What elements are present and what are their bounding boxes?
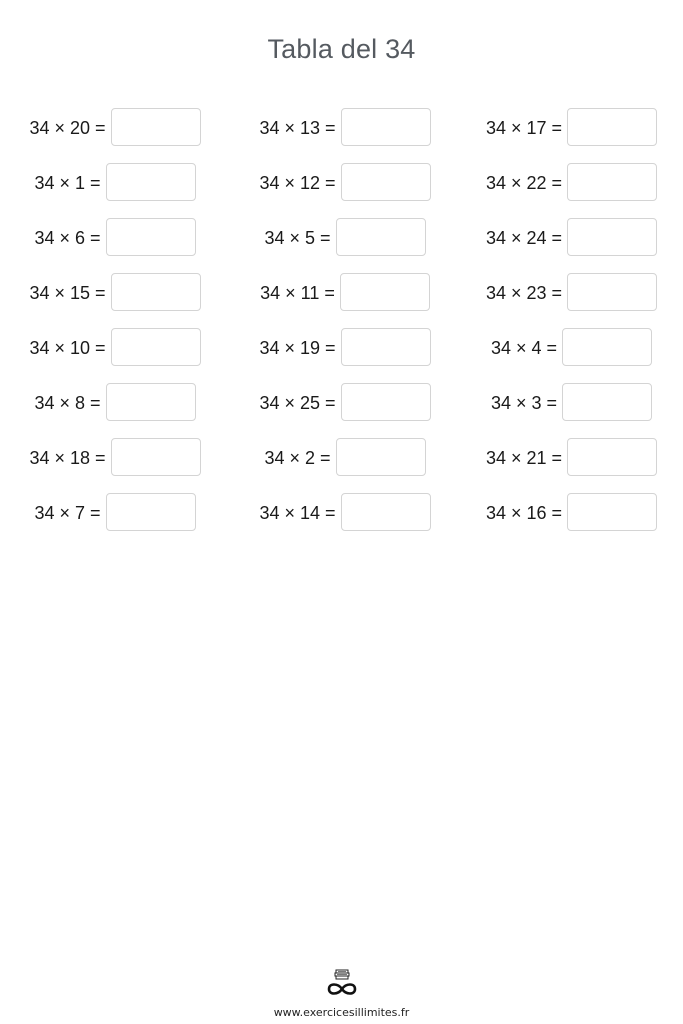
exercise-item — [0, 328, 230, 383]
exercise-item — [230, 328, 460, 383]
equation-label: 34 × 25 = — [259, 393, 336, 413]
answer-input[interactable] — [106, 493, 196, 531]
infinity-books-logo-icon — [325, 968, 359, 1000]
equation-label: 34 × 22 = — [485, 173, 563, 193]
exercise-item — [230, 438, 460, 493]
equation-label: 34 × 4 = — [490, 338, 558, 358]
answer-input[interactable] — [106, 163, 196, 201]
exercise-item — [0, 438, 230, 493]
exercise-item — [0, 493, 230, 548]
equation-label: 34 × 2 = — [264, 448, 331, 468]
exercise-item — [230, 383, 460, 438]
exercise-item — [460, 493, 683, 548]
answer-input[interactable] — [111, 328, 201, 366]
exercise-item — [230, 493, 460, 548]
exercise-item — [0, 108, 230, 163]
answer-input[interactable] — [341, 163, 431, 201]
equation-label: 34 × 3 = — [490, 393, 558, 413]
answer-input[interactable] — [562, 328, 652, 366]
footer — [0, 968, 683, 1019]
equation-label: 34 × 11 = — [260, 283, 335, 303]
exercise-item — [230, 273, 460, 328]
exercise-item — [0, 218, 230, 273]
exercise-grid — [0, 108, 683, 548]
equation-label: 34 × 7 = — [34, 503, 101, 523]
equation-label: 34 × 1 = — [34, 173, 101, 193]
answer-input[interactable] — [341, 493, 431, 531]
equation-label: 34 × 5 = — [264, 228, 331, 248]
answer-input[interactable] — [567, 163, 657, 201]
exercise-item — [460, 273, 683, 328]
exercise-item — [460, 438, 683, 493]
equation-label: 34 × 17 = — [485, 118, 563, 138]
answer-input[interactable] — [567, 273, 657, 311]
answer-input[interactable] — [567, 108, 657, 146]
exercise-item — [0, 163, 230, 218]
exercise-item — [0, 273, 230, 328]
equation-label: 34 × 20 = — [29, 118, 106, 138]
equation-label: 34 × 23 = — [485, 283, 563, 303]
equation-label: 34 × 6 = — [34, 228, 101, 248]
exercise-item — [460, 108, 683, 163]
equation-label: 34 × 21 = — [485, 448, 563, 468]
page-title: Tabla del 34 — [267, 34, 416, 64]
answer-input[interactable] — [562, 383, 652, 421]
answer-input[interactable] — [340, 273, 430, 311]
answer-input[interactable] — [336, 218, 426, 256]
equation-label: 34 × 13 = — [259, 118, 336, 138]
equation-label: 34 × 14 = — [259, 503, 336, 523]
exercise-item — [230, 108, 460, 163]
answer-input[interactable] — [567, 438, 657, 476]
equation-label: 34 × 15 = — [29, 283, 106, 303]
exercise-item — [230, 218, 460, 273]
equation-label: 34 × 10 = — [29, 338, 106, 358]
answer-input[interactable] — [567, 218, 657, 256]
equation-label: 34 × 12 = — [259, 173, 336, 193]
equation-label: 34 × 24 = — [485, 228, 563, 248]
answer-input[interactable] — [341, 383, 431, 421]
exercise-item — [460, 328, 683, 383]
answer-input[interactable] — [111, 273, 201, 311]
answer-input[interactable] — [567, 493, 657, 531]
answer-input[interactable] — [106, 383, 196, 421]
exercise-item — [460, 163, 683, 218]
exercise-item — [230, 163, 460, 218]
answer-input[interactable] — [111, 438, 201, 476]
exercise-item — [460, 383, 683, 438]
answer-input[interactable] — [341, 328, 431, 366]
equation-label: 34 × 8 = — [34, 393, 101, 413]
equation-label: 34 × 19 = — [259, 338, 336, 358]
exercise-item — [460, 218, 683, 273]
exercise-item — [0, 383, 230, 438]
answer-input[interactable] — [336, 438, 426, 476]
answer-input[interactable] — [106, 218, 196, 256]
equation-label: 34 × 18 = — [29, 448, 106, 468]
answer-input[interactable] — [111, 108, 201, 146]
footer-url: www.exercicesillimites.fr — [273, 1006, 410, 1019]
equation-label: 34 × 16 = — [485, 503, 563, 523]
answer-input[interactable] — [341, 108, 431, 146]
